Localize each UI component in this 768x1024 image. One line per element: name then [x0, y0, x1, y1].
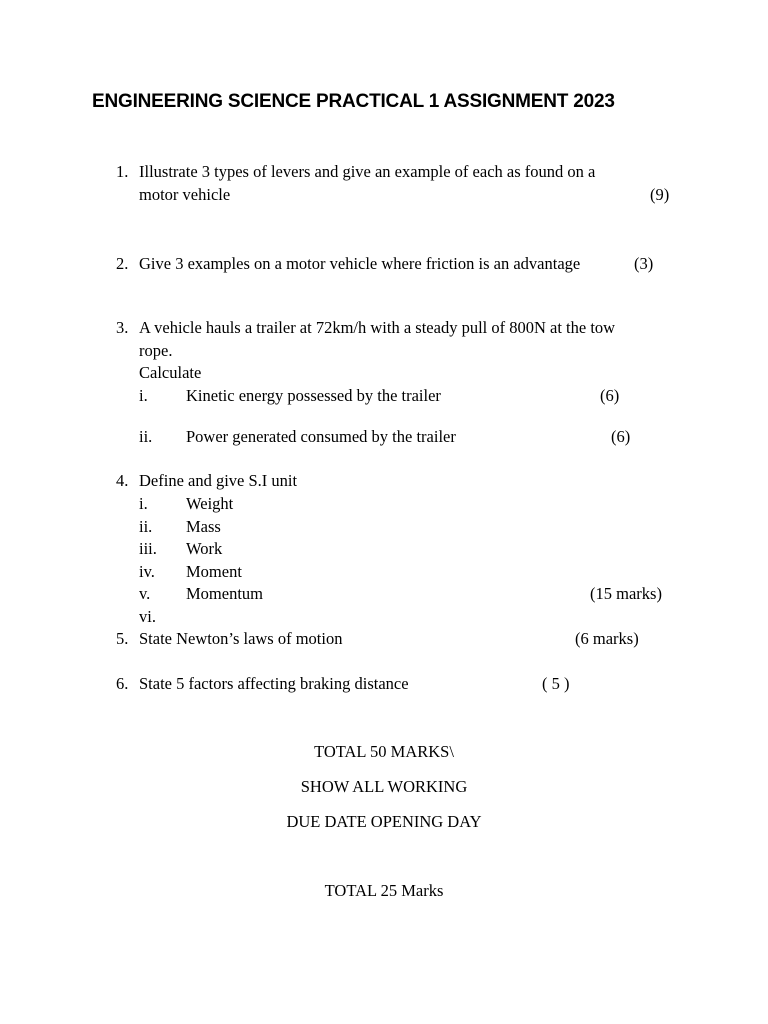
question-4-item-number: i.	[139, 494, 148, 513]
question-4-item-text: Moment	[186, 562, 242, 581]
question-1-marks: (9)	[650, 185, 670, 204]
question-3-sub-i-number: i.	[139, 386, 148, 405]
question-6-number: 6.	[116, 674, 129, 693]
question-3-sub-ii-text: Power generated consumed by the trailer	[186, 427, 456, 446]
question-5-number: 5.	[116, 629, 129, 648]
total-marks: TOTAL 50 MARKS\	[314, 742, 454, 761]
question-4-text: Define and give S.I unit	[139, 471, 298, 490]
document-title: ENGINEERING SCIENCE PRACTICAL 1 ASSIGNMENT 2023	[92, 91, 615, 112]
question-3-text-line2: rope.	[139, 341, 173, 360]
question-5-text: State Newton’s laws of motion	[139, 629, 343, 648]
question-4-item-text: Momentum	[186, 584, 263, 603]
question-4-item-number: vi.	[139, 607, 156, 626]
question-3-text-line3: Calculate	[139, 363, 202, 382]
question-4-item-text: Work	[186, 539, 223, 558]
question-4-item-text: Mass	[186, 517, 221, 536]
question-2-text: Give 3 examples on a motor vehicle where friction is an advantage	[139, 254, 581, 273]
question-5-marks: (6 marks)	[575, 629, 639, 648]
question-6-marks: ( 5 )	[542, 674, 570, 693]
question-4-item-text: Weight	[186, 494, 234, 513]
question-3-number: 3.	[116, 318, 129, 337]
due-date: DUE DATE OPENING DAY	[286, 812, 482, 831]
total-marks-2: TOTAL 25 Marks	[324, 881, 444, 900]
question-4-item-number: iii.	[139, 539, 157, 558]
question-1-text-line2: motor vehicle	[139, 185, 231, 204]
question-6-text: State 5 factors affecting braking distance	[139, 674, 409, 693]
question-2-number: 2.	[116, 254, 129, 273]
question-1-number: 1.	[116, 162, 129, 181]
question-4-marks: (15 marks)	[590, 584, 662, 603]
question-1-text-line1: Illustrate 3 types of levers and give an example of each as found on a	[139, 162, 596, 181]
question-3-sub-ii-number: ii.	[139, 427, 153, 446]
question-4-number: 4.	[116, 471, 129, 490]
question-3-text-line1: A vehicle hauls a trailer at 72km/h with a steady pull of 800N at the tow	[139, 318, 616, 337]
question-2-marks: (3)	[634, 254, 654, 273]
question-3-sub-ii-marks: (6)	[611, 427, 631, 446]
question-3-sub-i-marks: (6)	[600, 386, 620, 405]
show-working-note: SHOW ALL WORKING	[300, 777, 468, 796]
question-4-item-number: ii.	[139, 517, 153, 536]
question-3-sub-i-text: Kinetic energy possessed by the trailer	[186, 386, 441, 405]
question-4-item-number: v.	[139, 584, 151, 603]
question-4-item-number: iv.	[139, 562, 155, 581]
